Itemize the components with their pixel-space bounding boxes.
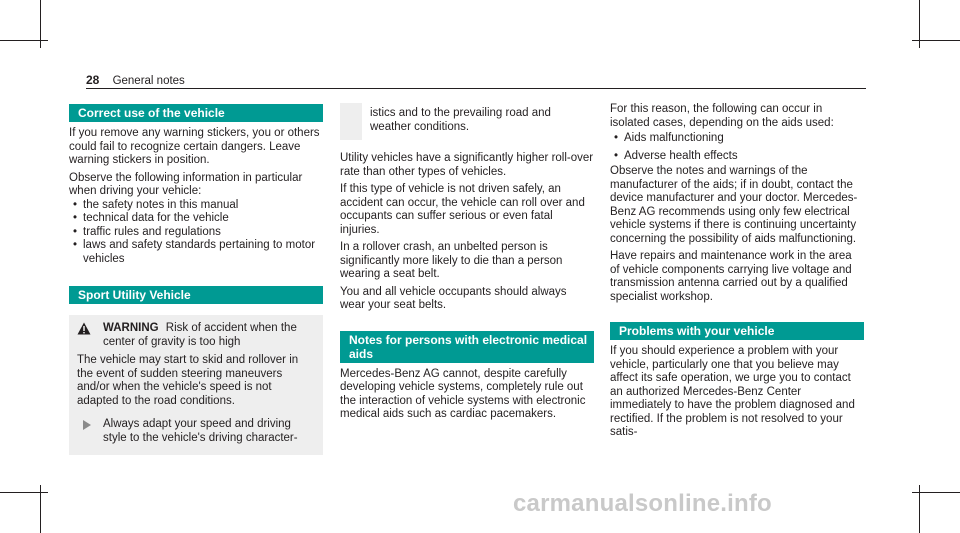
paragraph: Mercedes-Benz AG cannot, despite carefully developing vehicle systems, completely rule out the interaction of vehicle systems with electronic medical aids such as cardiac pacemakers. [340,367,586,420]
action-text: Always adapt your speed and driving style to the vehicle's driving character- [103,418,298,444]
paragraph: For this reason, the following can occur in isolated cases, depending on the aids used: [610,103,834,129]
bullet-list [610,132,864,163]
bullet-list [69,199,323,267]
paragraph: If you should experience a problem with your vehicle, particularly one that you believe may affect its safe operation, we urge you to contact an authorized Mercedes-Benz Center immediately to have the problem diagnosed and rectified. If the problem is not resolved to your satis- [610,345,855,438]
warning-box [69,315,323,455]
section-title: General notes [112,75,185,87]
paragraph: If this type of vehicle is not driven safely, an accident can occur, the vehicle can roll over and occupants can suffer serious or even fatal injuries. [340,183,585,236]
column-middle [340,103,594,426]
warning-title [77,322,315,349]
section-heading: Notes for persons with electronic medical aids [340,331,594,363]
paragraph: Observe the following information in particular when driving your vehicle: [69,171,303,197]
crop-mark [0,40,48,41]
paragraph: Have repairs and maintenance work in the area of vehicle components carrying live voltage and transmission antenna carried out by a qualified specialist workshop. [610,250,852,303]
action-arrow-icon [83,420,91,430]
watermark: carmanualsonline.info [513,490,772,517]
crop-mark [912,40,960,41]
warning-body: The vehicle may start to skid and rollover in the event of sudden steering maneuvers and/or when the vehicle's speed is not adapted to the road conditions. [77,354,299,407]
list-item: • traffic rules and regulations [69,226,323,240]
warning-continued-box [340,103,594,140]
crop-mark [0,492,48,493]
list-item: • Aids malfunctioning [610,132,864,146]
warning-triangle-icon [77,322,91,335]
list-item: • the safety notes in this manual [69,199,323,213]
list-item: • laws and safety standards pertaining to motor vehicles [69,239,323,266]
page-number: 28 [86,73,100,87]
column-left [69,104,323,455]
warning-label: WARNING [103,322,159,334]
warning-continued-text: istics and to the prevailing road and weather conditions. [362,103,594,140]
header-rule [86,88,866,89]
section-heading: Sport Utility Vehicle [69,286,323,304]
list-item: • Adverse health effects [610,150,864,164]
paragraph: If you remove any warning stickers, you or others could fail to recognize certain dangers. Leave warning stickers in position. [69,127,320,166]
crop-mark [912,492,960,493]
paragraph: You and all vehicle occupants should always wear your seat belts. [340,285,567,311]
page-header [86,74,185,89]
column-right [610,103,864,444]
list-item: • technical data for the vehicle [69,212,323,226]
warning-action [77,418,315,445]
paragraph: Observe the notes and warnings of the manufacturer of the aids; if in doubt, contact the device manufacturer and your doctor. Mercedes-Benz AG recommends using only few electrical vehicle systems if there is continuing uncertainty concerning the possibility of aids malfunctioning. [610,165,858,245]
section-heading: Correct use of the vehicle [69,104,323,122]
paragraph: In a rollover crash, an unbelted person is significantly more likely to die than a person wearing a seat belt. [340,241,563,280]
section-heading: Problems with your vehicle [610,322,864,340]
paragraph: Utility vehicles have a significantly higher roll-over rate than other types of vehicles. [340,152,594,178]
warning-title-text: Risk of accident when the center of gravity is too high [103,322,297,348]
